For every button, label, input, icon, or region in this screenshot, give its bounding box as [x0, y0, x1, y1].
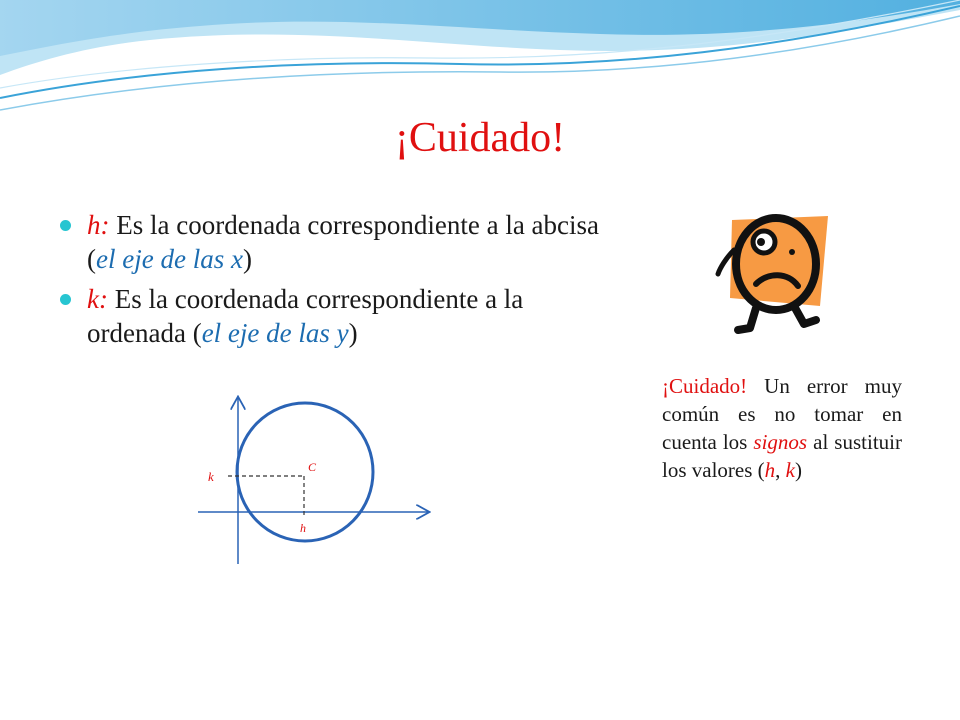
bullet-k: [60, 282, 620, 350]
note-text-2: al sustituir los valores (: [662, 430, 902, 482]
bullet-k-axis: el eje de las y: [201, 318, 349, 348]
circle-diagram: [190, 392, 440, 572]
definition-list: [60, 208, 620, 356]
bullet-k-text: Es la coordenada correspondiente a la ordenada (: [87, 284, 524, 348]
bullet-k-close: ): [348, 318, 358, 348]
bullet-h-axis: el eje de las x: [96, 244, 243, 274]
warning-note: [662, 372, 902, 484]
var-h-label: h:: [87, 210, 110, 240]
label-c: C: [308, 460, 317, 474]
note-lead: ¡Cuidado!: [662, 374, 748, 398]
note-sep: ,: [775, 458, 786, 482]
note-h: h: [764, 458, 776, 482]
bullet-dot-icon: [60, 294, 71, 305]
bullet-dot-icon: [60, 220, 71, 231]
note-k: k: [785, 458, 795, 482]
label-k: k: [208, 469, 214, 484]
var-k-label: k:: [87, 284, 108, 314]
bullet-h: [60, 208, 620, 276]
worried-character-icon: [712, 212, 832, 342]
note-close: ): [794, 458, 802, 482]
bullet-h-text: Es la coordenada correspondiente a la abcisa (: [87, 210, 600, 274]
label-h: h: [300, 521, 306, 535]
note-emph: signos: [753, 430, 808, 454]
note-text-1: Un error muy común es no tomar en cuenta los: [662, 374, 902, 454]
slide-title: ¡Cuidado!: [394, 115, 566, 161]
bullet-h-close: ): [242, 244, 252, 274]
